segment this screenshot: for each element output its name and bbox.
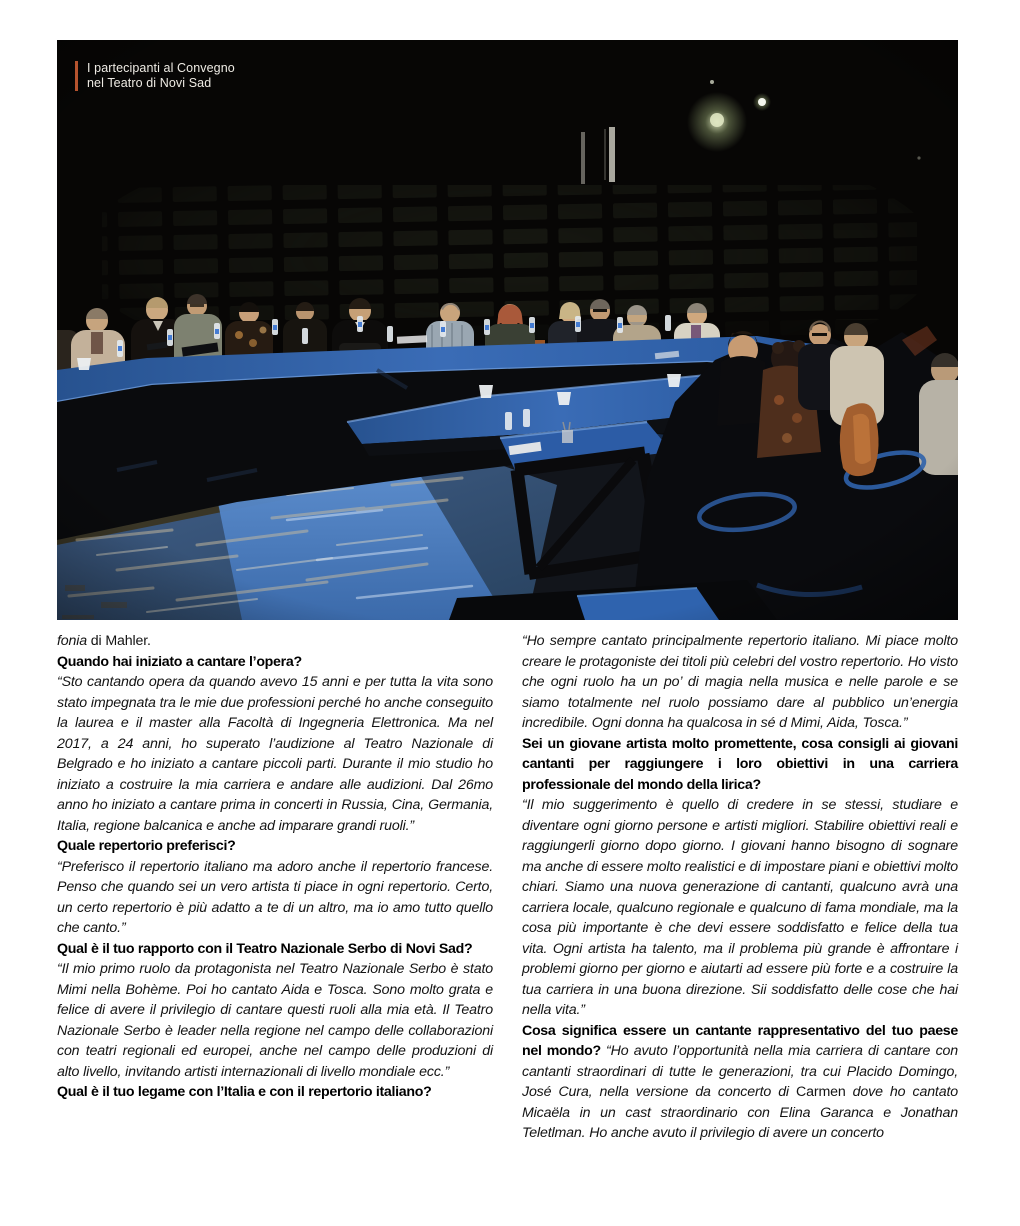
conference-photo-illustration (57, 40, 958, 620)
photo-caption (75, 61, 235, 91)
interview-answer (57, 857, 493, 939)
interview-question (522, 734, 958, 796)
photo-vignette (57, 40, 958, 620)
text-segment: “Ho avuto l’opportunità nella mia carriera di cantare con cantanti straordinari di tutte le generazioni, tra cui Placido Domingo, José Cura, nella versione da concerto di (522, 1043, 959, 1100)
text-segment: dove ho cantato Micaëla in un cast straordinario con Elina Garanca e Jonathan Teletlman. Ho anche avuto il privilegio di avere un concerto (522, 1084, 958, 1141)
text-segment: “Preferisco il repertorio italiano ma adoro anche il repertorio francese. Penso che quando sei un vero artista ti piace in ogni repertorio. Certo, un certo repertorio è più adatto a te di un altro, ma io amo tutto quello che canto.” (57, 858, 493, 936)
text-segment: Quale repertorio preferisci? (57, 838, 236, 854)
text-segment: “Sto cantando opera da quando avevo 15 anni e per tutta la vita sono stato impegnata tra le mie due professioni perché ho anche conseguito la laurea e il master alla Facoltà di Ingegneria Elettronica. Ma nel 2017, a 24 anni, ho superato l’audizione al Teatro Nazionale di Belgrado e ho iniziato a cantare piccoli parti. Durante il mio studio ho iniziato a costruire la mia carriera e andare alle audizioni. Dal 26mo anno ho iniziato a cantare prima in concerti in Russia, Cina, Germania, Italia, regione balcanica e anche ad imparare grandi ruoli.” (57, 674, 493, 834)
text-segment: Sei un giovane artista molto promettente, cosa consigli ai giovani cantanti per raggiungere i loro obiettivi in una carriera professionale del mondo della lirica? (522, 735, 958, 793)
interview-lead (57, 631, 493, 652)
text-segment: di Mahler. (87, 633, 151, 649)
interview-answer (522, 631, 958, 734)
text-segment: “Ho sempre cantato principalmente repertorio italiano. Mi piace molto creare le protagoniste dei titoli più celebri del vostro repertorio. Ho visto che ogni ruolo ha un po’ di magia nella musica e nelle parole e se siamo totalmente nel ruolo possiamo dare al pubblico un’energia incredibile. Ogni donna ha qualcosa in sé d Mimi, Aida, Tosca.” (522, 633, 958, 731)
interview-question (57, 652, 493, 673)
article-column-right (522, 631, 958, 1144)
interview-article (57, 631, 958, 1144)
interview-answer (57, 959, 493, 1082)
caption-line-1: I partecipanti al Convegno (87, 61, 235, 75)
text-segment: “Il mio suggerimento è quello di credere in se stessi, studiare e diventare ogni giorno persone e artisti migliori. Stabilire obiettivi reali e raggiungerli giorno dopo giorno. I giovani hanno bisogno di sognare ma anche di essere molto realistici e di impostare piani e obiettivi molto chiari. Siamo una nuova generazione di cantanti, qualcuno avrà una carriera locale, qualcuno regionale e qualcuno di fama mondiale, ma la cosa più importante è che devi essere soddisfatto e felice della tua vita. Ogni artista ha talento, ma il problema più grande è affrontare i problemi giorno per giorno e aiutarti ad essere più forte e a costruire la tua carriera in una buona direzione. Sii soddisfatto delle cose che hai nella vita.” (522, 797, 959, 1018)
interview-answer (57, 672, 493, 836)
interview-question (57, 836, 493, 857)
text-segment: “Il mio primo ruolo da protagonista nel Teatro Nazionale Serbo è stato Mimi nella Bohème. Poi ho cantato Aida e Tosca. Sono molto grata e felice di avere il privilegio di cantare questi ruoli alla mia età. Il Teatro Nazionale Serbo è leader nella regione nel campo delle collaborazioni con teatri regionali ed europei, anche nel campo delle produzioni di alto livello, invitando artisti internazionali di livello mondiale ecc.” (57, 961, 493, 1080)
conference-photo (57, 40, 958, 620)
text-segment: Cosa significa essere un cantante rappresentativo del tuo paese nel mondo? (522, 1022, 958, 1059)
caption-accent-bar (75, 61, 78, 91)
caption-line-2: nel Teatro di Novi Sad (87, 76, 212, 90)
text-segment: Qual è il tuo rapporto con il Teatro Nazionale Serbo di Novi Sad? (57, 940, 473, 957)
text-segment: fonia (57, 633, 88, 649)
article-column-left (57, 631, 493, 1144)
text-segment: Quando hai iniziato a cantare l’opera? (57, 653, 302, 670)
interview-answer (522, 795, 958, 1021)
text-segment: Carmen (796, 1084, 846, 1100)
interview-question (57, 939, 493, 960)
interview-mixed (522, 1021, 958, 1144)
interview-question (57, 1082, 493, 1103)
text-segment: Qual è il tuo legame con l’Italia e con il repertorio italiano? (57, 1084, 432, 1100)
